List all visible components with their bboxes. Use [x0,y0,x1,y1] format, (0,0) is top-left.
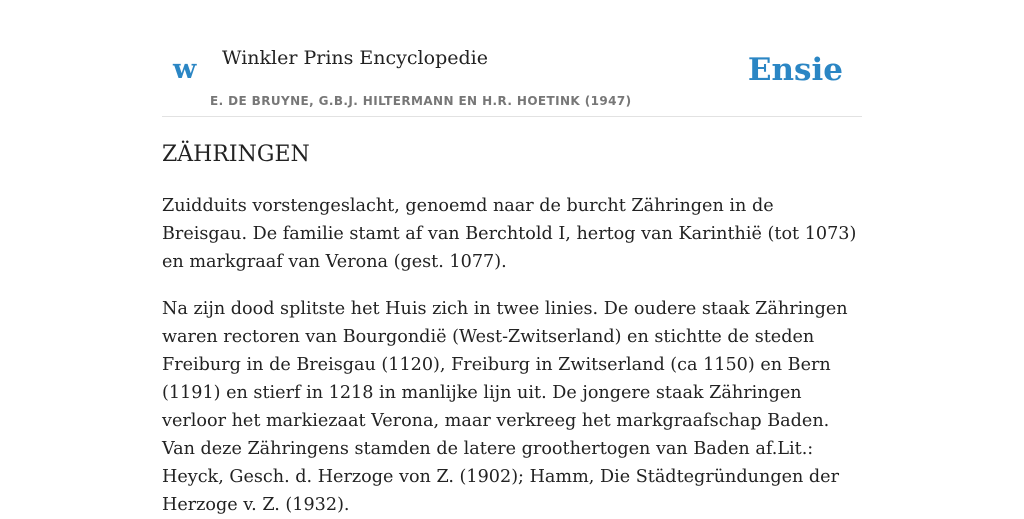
article-paragraph: Na zijn dood splitste het Huis zich in twee linies. De oudere staak Zähringen waren rectoren van Bourgondië (West-Zwitserland) en stichtte de steden Freiburg in de Breisgau (1120), Freiburg in Zwitserland (ca 1150) en Bern (1191) en stierf in 1218 in manlijke lijn uit. De jongere staak Zähringen verloor het markiezaat Verona, maar verkreeg het markgraafschap Baden. Van deze Zähringens stamden de latere groothertogen van Baden af.Lit.: Heyck, Gesch. d. Herzoge von Z. (1902); Hamm, Die Städtegründungen der Herzoge v. Z. (1932). [162,299,848,515]
publication-title[interactable]: Winkler Prins Encyclopedie [222,47,488,69]
article-paragraph: Zuidduits vorstengeslacht, genoemd naar de burcht Zähringen in de Breisgau. De familie stamt af van Berchtold I, hertog van Karinthië (tot 1073) en markgraaf van Verona (gest. 1077). [162,196,857,272]
publication-authors: E. DE BRUYNE, G.B.J. HILTERMANN EN H.R. HOETINK (1947) [210,94,632,108]
entry-title: ZÄHRINGEN [162,142,310,167]
winkler-prins-logo[interactable]: w [173,54,197,85]
header [162,0,862,117]
page [162,0,862,515]
ensie-logo[interactable]: Ensie [747,52,843,88]
